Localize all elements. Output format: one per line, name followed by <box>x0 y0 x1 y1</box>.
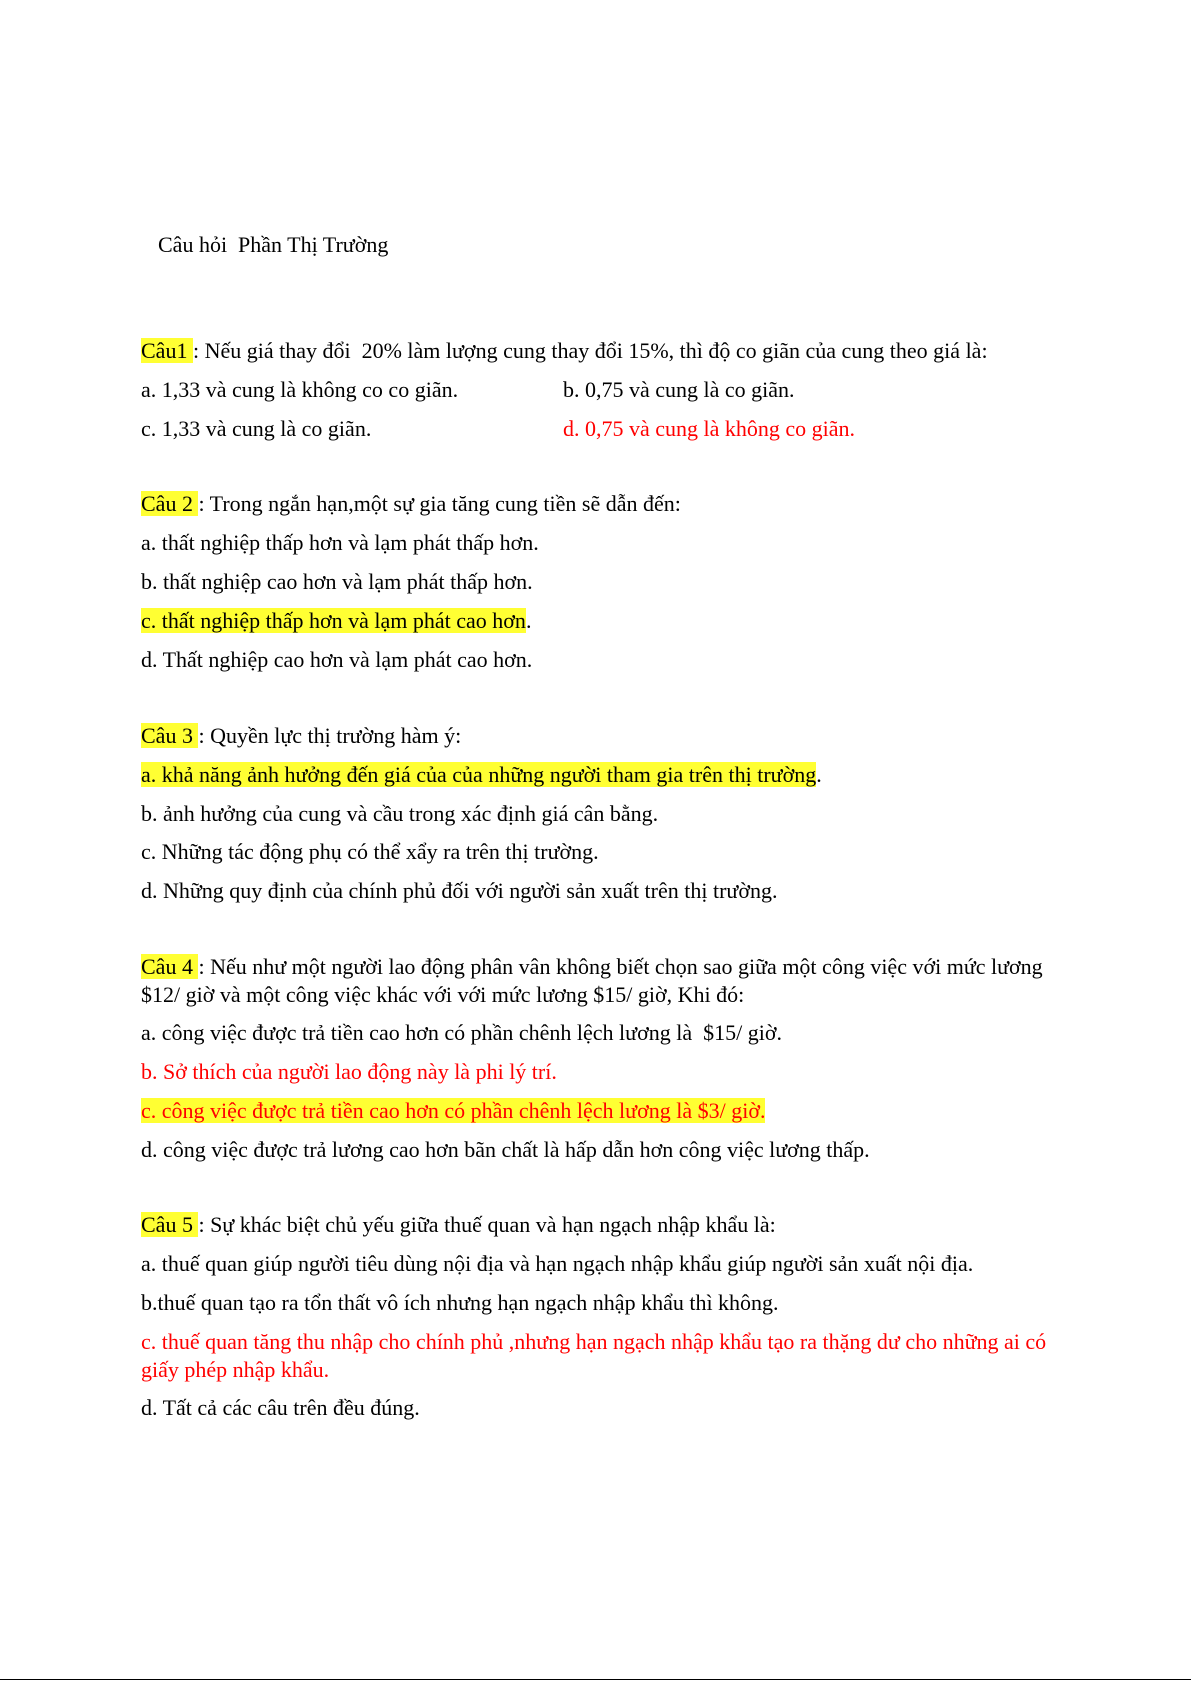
question-2-text: : Trong ngắn hạn,một sự gia tăng cung tiền sẽ dẫn đến: <box>198 491 681 516</box>
question-1-option-c: c. 1,33 và cung là co giãn. <box>141 416 372 441</box>
question-4-option-a: a. công việc được trả tiền cao hơn có phần chênh lệch lương là $15/ giờ. <box>141 1020 782 1045</box>
question-5-label: Câu 5 <box>141 1212 199 1237</box>
question-1-option-a: a. 1,33 và cung là không co co giãn. <box>141 377 459 402</box>
question-3-option-c: c. Những tác động phụ có thể xẩy ra trên thị trường. <box>141 839 599 864</box>
question-1-text: : Nếu giá thay đổi 20% làm lượng cung thay đổi 15%, thì độ co giãn của cung theo giá là: <box>192 338 988 363</box>
question-3-option-a <box>141 761 822 789</box>
question-2 <box>141 490 681 518</box>
question-3-text: : Quyền lực thị trường hàm ý: <box>198 723 462 748</box>
question-4-option-c-text: c. công việc được trả tiền cao hơn có phần chênh lệch lương là $3/ giờ. <box>141 1098 766 1123</box>
question-4-option-b: b. Sở thích của người lao động này là phi lý trí. <box>141 1059 557 1084</box>
question-3-option-b: b. ảnh hưởng của cung và cầu trong xác định giá cân bằng. <box>141 801 659 826</box>
question-5-option-a: a. thuế quan giúp người tiêu dùng nội địa và hạn ngạch nhập khẩu giúp người sản xuất nội địa. <box>141 1251 974 1276</box>
question-4-text: : Nếu như một người lao động phân vân không biết chọn sao giữa một công việc với mức lương $12/ giờ và một công việc khác với với mức lương $15/ giờ, Khi đó: <box>141 954 1043 1007</box>
question-5-text: : Sự khác biệt chủ yếu giữa thuế quan và hạn ngạch nhập khẩu là: <box>198 1212 776 1237</box>
question-4-option-d: d. công việc được trả lương cao hơn bãn chất là hấp dẫn hơn công việc lương thấp. <box>141 1137 870 1162</box>
question-3-option-a-tail: . <box>816 762 822 787</box>
question-5-option-c: c. thuế quan tăng thu nhập cho chính phủ ,nhưng hạn ngạch nhập khẩu tạo ra thặng dư cho những ai có giấy phép nhập khẩu. <box>141 1329 1047 1382</box>
question-3-label: Câu 3 <box>141 723 199 748</box>
question-2-option-d: d. Thất nghiệp cao hơn và lạm phát cao hơn. <box>141 647 533 672</box>
question-1 <box>141 337 988 365</box>
question-2-option-b: b. thất nghiệp cao hơn và lạm phát thấp hơn. <box>141 569 533 594</box>
question-5-option-d: d. Tất cả các câu trên đều đúng. <box>141 1395 420 1420</box>
question-3-option-a-text: a. khả năng ảnh hưởng đến giá của của những người tham gia trên thị trường <box>141 762 817 787</box>
question-2-option-c <box>141 607 531 635</box>
footer-divider <box>0 1679 1191 1680</box>
question-5 <box>141 1211 776 1239</box>
question-1-option-b: b. 0,75 và cung là co giãn. <box>563 377 795 402</box>
question-2-label: Câu 2 <box>141 491 199 516</box>
question-3-option-d: d. Những quy định của chính phủ đối với người sản xuất trên thị trường. <box>141 878 778 903</box>
question-2-option-c-tail: . <box>525 608 532 633</box>
question-4 <box>141 953 1061 1009</box>
question-4-label: Câu 4 <box>141 954 199 979</box>
question-1-label: Câu1 <box>141 338 193 363</box>
question-2-option-a: a. thất nghiệp thấp hơn và lạm phát thấp hơn. <box>141 530 539 555</box>
page-title: Câu hỏi Phần Thị Trường <box>158 232 389 257</box>
question-2-option-c-text: c. thất nghiệp thấp hơn và lạm phát cao hơn <box>141 608 526 633</box>
question-3 <box>141 722 461 750</box>
question-1-option-d: d. 0,75 và cung là không co giãn. <box>563 416 856 441</box>
question-5-option-b: b.thuế quan tạo ra tổn thất vô ích nhưng hạn ngạch nhập khẩu thì không. <box>141 1290 779 1315</box>
question-4-option-c <box>141 1097 765 1125</box>
